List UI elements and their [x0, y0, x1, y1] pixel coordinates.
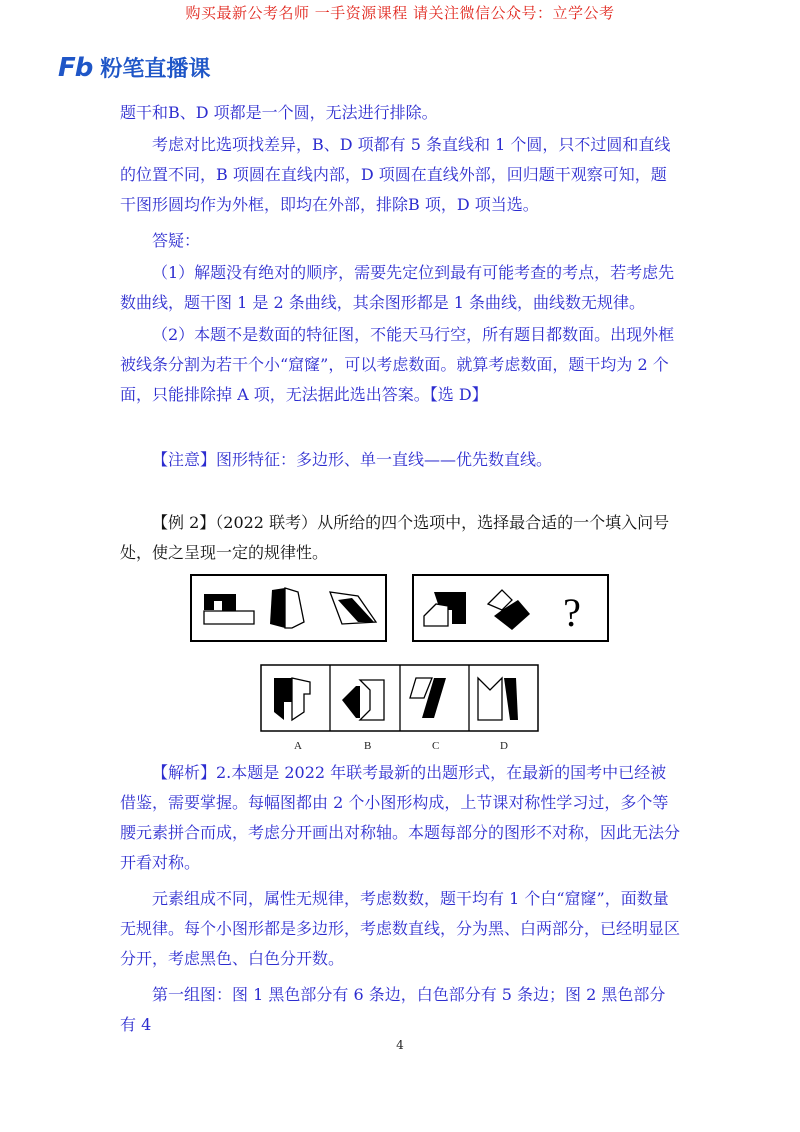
paragraph-analysis-3: 第一组图：图 1 黑色部分有 6 条边，白色部分有 5 条边；图 2 黑色部分有 4 [120, 985, 666, 1034]
option-label-b: B [364, 740, 372, 752]
logo-mark: Fb [58, 52, 93, 83]
question-figure-5 [488, 590, 530, 630]
paragraph-answer-1: （1）解题没有绝对的顺序，需要先定位到最有可能考查的考点，若考虑先数曲线，题干图 1 是 2 条曲线，其余图形都是 1 条曲线，曲线数无规律。 [120, 263, 675, 312]
option-a-figure [274, 678, 310, 720]
question-figure-4 [424, 592, 466, 626]
paragraph-analysis-2: 元素组成不同，属性无规律，考虑数数，题干均有 1 个白“窟窿”，面数量无规律。每个小图形都是多边形，考虑数直线，分为黑、白两部分，已经明显区分开，考虑黑色、白色分开数。 [120, 889, 681, 968]
question-figure-3 [330, 592, 376, 624]
option-label-a: A [294, 740, 302, 752]
option-label-d: D [500, 740, 508, 752]
option-d-figure [478, 678, 518, 720]
question-figure [190, 574, 610, 644]
option-label-c: C [432, 740, 440, 752]
paragraph-answer-2: （2）本题不是数面的特征图，不能天马行空，所有题目都数面。出现外框被线条分割为若干个小“窟窿”，可以考虑数面。就算考虑数面，题干均为 2 个面，只能排除掉 A 项，无法据此选出答案。【选 D】 [120, 325, 675, 404]
paragraph-note: 【注意】图形特征：多边形、单一直线——优先数直线。 [152, 450, 553, 469]
paragraph-2: 考虑对比选项找差异，B、D 项都有 5 条直线和 1 个圆，只不过圆和直线的位置不同，B 项圆在直线内部，D 项圆在直线外部，回归题干观察可知，题干图形圆均作为外框，即均在外部，排除B 项，D 项当选。 [120, 135, 671, 214]
page-number: 4 [396, 1038, 404, 1052]
question-mark: ? [563, 590, 581, 635]
option-b-figure [342, 680, 384, 720]
question-figure-2 [270, 588, 304, 628]
paragraph-analysis: 【解析】2.本题是 2022 年联考最新的出题形式，在最新的国考中已经被借鉴，需要掌握。每幅图都由 2 个小图形构成，上节课对称性学习过，多个等腰元素拼合而成，考虑分开画出对称轴。本题每部分的图形不对称，因此无法分开看对称。 [120, 763, 681, 872]
paragraph-answer-heading: 答疑： [152, 231, 201, 250]
logo-text: 粉笔直播课 [100, 57, 211, 82]
paragraph-1: 题干和B、D 项都是一个圆，无法进行排除。 [120, 103, 438, 122]
top-banner: 购买最新公考名师 一手资源课程 请关注微信公众号：立学公考 [185, 4, 615, 22]
logo [58, 52, 210, 83]
options-figure [260, 664, 540, 734]
question-figure-1 [204, 594, 254, 624]
paragraph-example-2: 【例 2】（2022 联考）从所给的四个选项中，选择最合适的一个填入问号处，使之呈现一定的规律性。 [120, 513, 670, 562]
option-c-figure [410, 678, 446, 718]
